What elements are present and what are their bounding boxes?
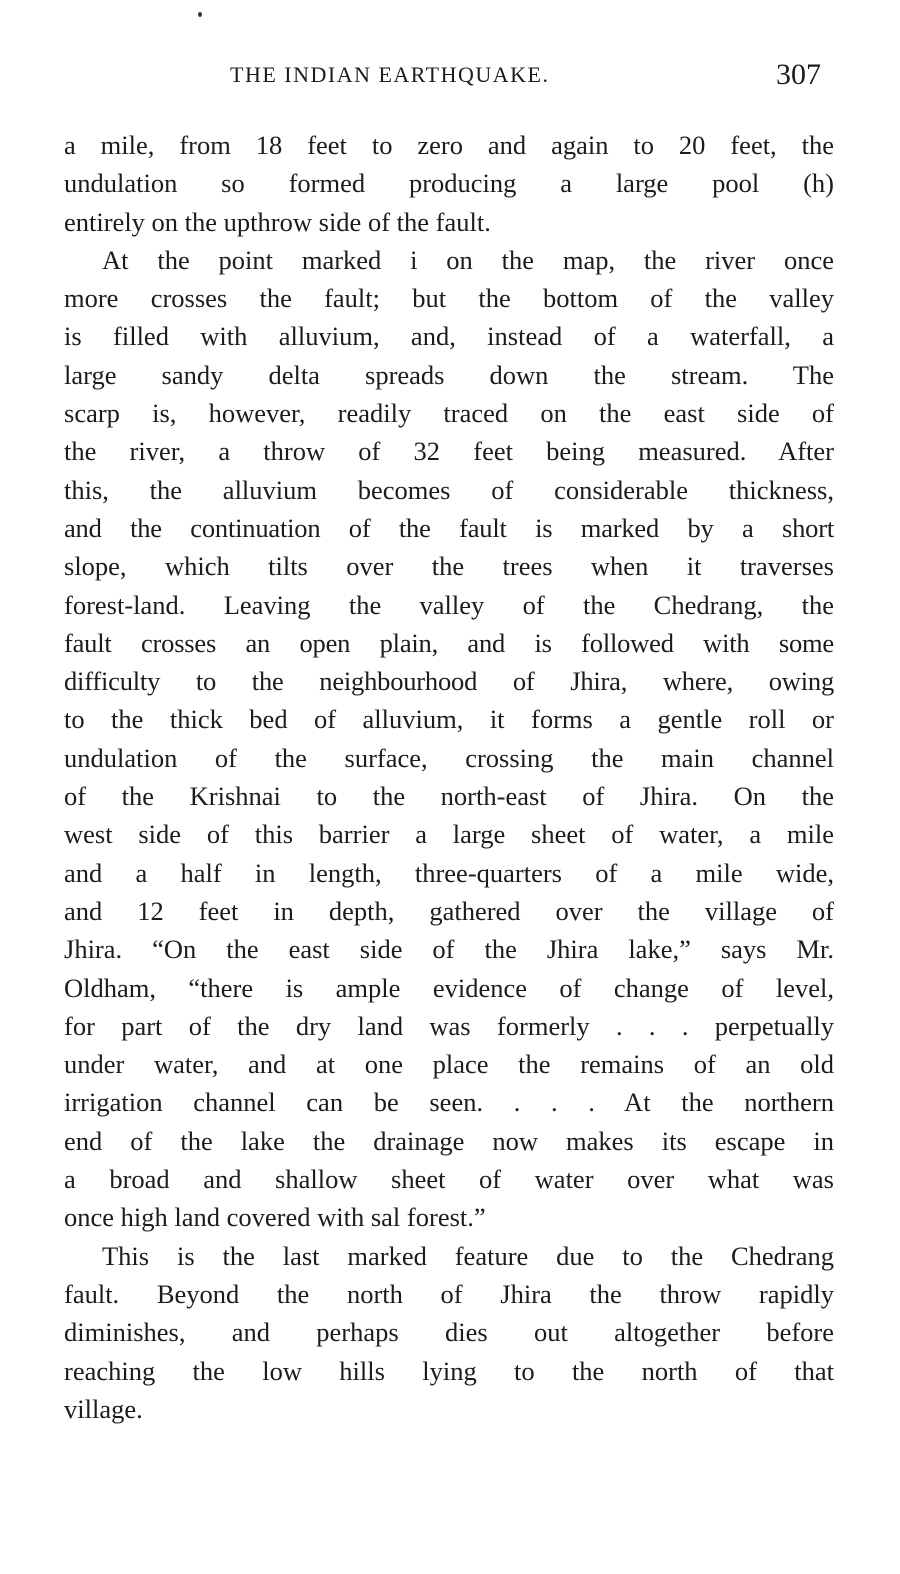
paragraph-2 bbox=[64, 241, 834, 1237]
text-line: difficulty to the neighbourhood of Jhira, where, owing bbox=[64, 666, 834, 697]
text-line: more crosses the fault; but the bottom of the valley bbox=[64, 283, 834, 314]
text-line: undulation so formed producing a large pool (h) bbox=[64, 168, 834, 199]
text-line: the river, a throw of 32 feet being measured. After bbox=[64, 436, 834, 467]
text-line: Oldham, “there is ample evidence of change of level, bbox=[64, 972, 834, 1003]
text-line: and 12 feet in depth, gathered over the village of bbox=[64, 895, 834, 926]
body-text bbox=[64, 126, 834, 1428]
ink-speck bbox=[198, 12, 202, 17]
page-number: 307 bbox=[776, 58, 821, 91]
text-line: This is the last marked feature due to the Chedrang bbox=[102, 1240, 834, 1271]
text-line: and a half in length, three-quarters of a mile wide, bbox=[64, 857, 834, 888]
text-line: for part of the dry land was formerly . . . perpetually bbox=[64, 1010, 834, 1041]
text-line: a mile, from 18 feet to zero and again to 20 feet, the bbox=[64, 130, 834, 160]
text-line: slope, which tilts over the trees when it traverses bbox=[64, 551, 834, 582]
text-line: to the thick bed of alluvium, it forms a gentle roll or bbox=[64, 704, 834, 735]
text-line: is filled with alluvium, and, instead of a waterfall, a bbox=[64, 321, 834, 352]
text-line: fault. Beyond the north of Jhira the throw rapidly bbox=[64, 1278, 834, 1309]
paragraph-1 bbox=[64, 126, 834, 241]
text-line: large sandy delta spreads down the stream. The bbox=[64, 359, 834, 390]
text-line: scarp is, however, readily traced on the east side of bbox=[64, 398, 834, 429]
text-line: irrigation channel can be seen. . . . At the northern bbox=[64, 1087, 834, 1118]
text-line: once high land covered with sal forest.” bbox=[64, 1202, 486, 1233]
text-line: forest-land. Leaving the valley of the Chedrang, the bbox=[64, 589, 834, 620]
text-line: At the point marked i on the map, the river once bbox=[102, 244, 834, 275]
text-line: entirely on the upthrow side of the fault. bbox=[64, 206, 491, 237]
text-line: this, the alluvium becomes of considerable thickness, bbox=[64, 474, 834, 505]
text-line: diminishes, and perhaps dies out altogether before bbox=[64, 1317, 834, 1348]
text-line: village. bbox=[64, 1393, 143, 1424]
text-line: of the Krishnai to the north-east of Jhira. On the bbox=[64, 781, 834, 812]
text-line: reaching the low hills lying to the north of that bbox=[64, 1355, 834, 1386]
running-title: THE INDIAN EARTHQUAKE. bbox=[230, 62, 550, 87]
text-line: west side of this barrier a large sheet of water, a mile bbox=[64, 819, 834, 850]
text-line: and the continuation of the fault is marked by a short bbox=[64, 512, 834, 543]
text-line: undulation of the surface, crossing the main channel bbox=[64, 742, 834, 773]
text-line: Jhira. “On the east side of the Jhira lake,” says Mr. bbox=[64, 934, 834, 965]
paragraph-3 bbox=[64, 1237, 834, 1428]
text-line: under water, and at one place the remains of an old bbox=[64, 1049, 834, 1080]
text-line: fault crosses an open plain, and is followed with some bbox=[64, 627, 834, 658]
text-line: a broad and shallow sheet of water over what was bbox=[64, 1164, 834, 1195]
text-line: end of the lake the drainage now makes its escape in bbox=[64, 1125, 834, 1156]
